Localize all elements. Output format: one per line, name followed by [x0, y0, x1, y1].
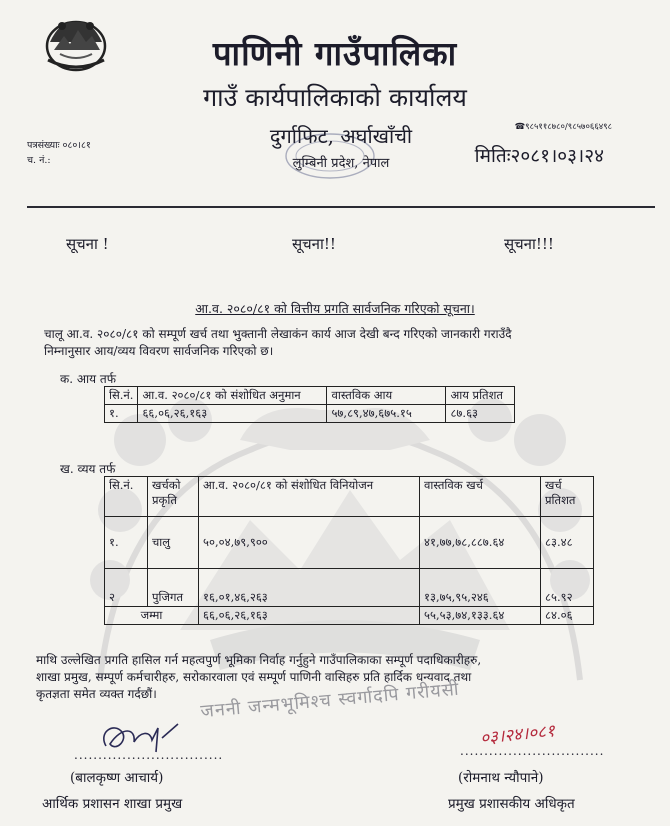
- table-header-cell: सि.नं.: [105, 477, 148, 517]
- table-cell: ६६,०६,२६,१६३: [199, 607, 420, 625]
- office-address: दुर्गाफिट, अर्घाखाँची: [269, 124, 413, 148]
- closing-line-3: कृतज्ञता समेत व्यक्त गर्दछौं।: [36, 687, 157, 701]
- table-cell: ८५.९२: [541, 569, 594, 607]
- table-row: [105, 569, 594, 607]
- income-section-label: क. आय तर्फ: [60, 372, 116, 386]
- signatory-left-name: (बालकृष्ण आचार्य): [70, 770, 164, 786]
- table-cell: १.: [105, 517, 148, 569]
- table-cell: ८३.४८: [541, 517, 594, 569]
- table-header-cell: आ.व. २०८०/८१ को संशोधित अनुमान: [138, 387, 327, 405]
- notice-heading-3: सूचना!!!: [504, 235, 554, 253]
- table-header-cell: वास्तविक आय: [327, 387, 446, 405]
- header-divider: [27, 206, 655, 208]
- municipality-name: पाणिनी गाउँपालिका: [212, 34, 458, 73]
- intro-line-1: चालू आ.व. २०८०/८१ को सम्पूर्ण खर्च तथा भुक्तानी लेखाकंन कार्य आज देखी बन्द गरिएको जानकारी गराउँदै: [44, 327, 512, 341]
- table-header-row: [105, 387, 515, 405]
- table-cell: ५०,०४,७९,९००: [199, 517, 420, 569]
- table-header-cell: सि.नं.: [105, 387, 138, 405]
- table-header-cell: खर्च प्रतिशत: [541, 477, 594, 517]
- table-cell: २: [105, 569, 148, 607]
- expense-section-label: ख. व्यय तर्फ: [60, 462, 116, 476]
- signature-line-right: ..............................: [460, 744, 605, 758]
- closing-line-1: माथि उल्लेखित प्रगति हासिल गर्न महत्वपुर्ण भूमिका निर्वाह गर्नुहुने गाउँपालिकाका सम्पूर्ण पदाधिकारीहरु,: [36, 653, 482, 667]
- table-cell: ६६,०६,२६,१६३: [138, 405, 327, 423]
- table-header-cell: खर्चको प्रकृति: [148, 477, 199, 517]
- signatory-right-name: (रोमनाथ न्यौपाने): [458, 770, 544, 786]
- table-total-row: [105, 607, 594, 625]
- table-cell: पुजिगत: [148, 569, 199, 607]
- letter-date: मितिः२०८१।०३।२४: [474, 145, 604, 167]
- table-cell: ८४.०६: [541, 607, 594, 625]
- table-header-cell: वास्तविक खर्च: [420, 477, 541, 517]
- table-header-row: [105, 477, 594, 517]
- table-header-cell: आ.व. २०८०/८१ को संशोधित विनियोजन: [199, 477, 420, 517]
- closing-line-2: शाखा प्रमुख, सम्पूर्ण कर्मचारीहरु, सरोकारवाला एवं सम्पूर्ण पाणिनी वासिहरु प्रति हार्दिक धन्यवाद तथा: [36, 670, 472, 684]
- notice-heading-1: सूचना !: [66, 235, 109, 253]
- table-cell: ८७.६३: [446, 405, 515, 423]
- table-cell: चालु: [148, 517, 199, 569]
- office-name: गाउँ कार्यपालिकाको कार्यालय: [203, 83, 467, 112]
- table-cell: ४१,७७,७८,८८७.६४: [420, 517, 541, 569]
- dispatch-number: च. नं.:: [27, 155, 51, 166]
- handwritten-date: ०३।२४।०८१: [479, 721, 556, 749]
- table-cell: १६,०१,४६,२६३: [199, 569, 420, 607]
- income-table: [104, 386, 515, 423]
- table-cell: १.: [105, 405, 138, 423]
- phone-numbers: ☎९८५११८७८०/९८५७०६६४९८: [514, 122, 612, 132]
- table-total-label: जम्मा: [105, 607, 199, 625]
- table-header-cell: आय प्रतिशत: [446, 387, 515, 405]
- table-row: [105, 405, 515, 423]
- signatory-left-title: आर्थिक प्रशासन शाखा प्रमुख: [42, 796, 183, 812]
- signatory-right-title: प्रमुख प्रशासकीय अधिकृत: [448, 796, 575, 812]
- province-country: लुम्बिनी प्रदेश, नेपाल: [292, 156, 390, 171]
- reference-number: पत्रसंख्याः ०८०।८१: [27, 140, 91, 151]
- intro-line-2: निम्नानुसार आय/व्यय विवरण सार्वजनिक गरिएको छ।: [44, 344, 274, 358]
- table-cell: ५५,५३,७४,१३३.६४: [420, 607, 541, 625]
- notice-heading-2: सूचना!!: [292, 235, 336, 253]
- expense-table: [104, 476, 594, 625]
- table-row: [105, 517, 594, 569]
- watermark-motto: जननी जन्मभूमिश्च स्वर्गादपि गरीयसी: [199, 678, 461, 723]
- table-cell: १३,७५,९५,२४६: [420, 569, 541, 607]
- signature-line-left: ...............................: [74, 748, 224, 762]
- table-cell: ५७,८९,४७,६७५.१५: [327, 405, 446, 423]
- notice-subject: आ.व. २०८०/८१ को वित्तीय प्रगति सार्वजनिक गरिएको सूचना।: [195, 301, 475, 316]
